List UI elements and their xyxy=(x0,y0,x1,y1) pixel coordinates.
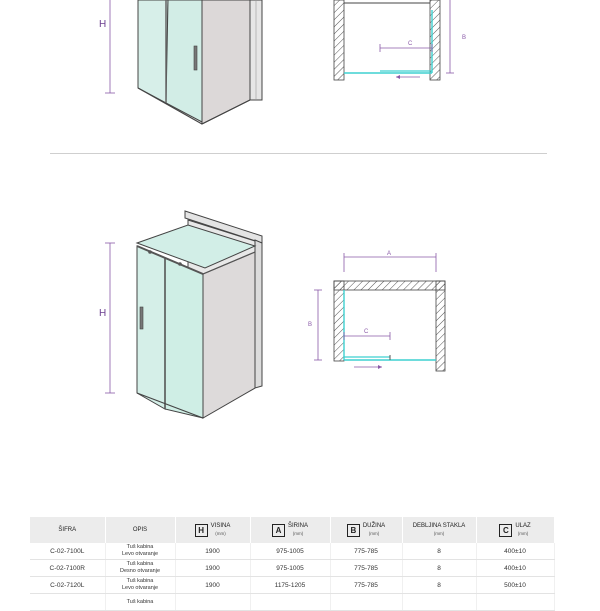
cell-sirina: 975-1005 xyxy=(250,560,330,577)
cell-sirina: 975-1005 xyxy=(250,543,330,560)
cell-visina: 1900 xyxy=(175,560,250,577)
cell-opis: Tuš kabina xyxy=(105,594,175,611)
top-height-dimension xyxy=(105,0,115,93)
cell-ulaz: 400±10 xyxy=(476,560,554,577)
cell-duzina xyxy=(330,594,402,611)
cell-sifra: C-02-7120L xyxy=(30,577,105,594)
cell-debljina xyxy=(402,594,476,611)
cell-opis: Tuš kabina Levo otvaranje xyxy=(105,543,175,560)
spec-table-header xyxy=(30,517,554,543)
bottom-height-dimension xyxy=(105,243,115,393)
cell-visina xyxy=(175,594,250,611)
entry-symbol-icon: C xyxy=(499,524,512,537)
cell-sifra: C-02-7100L xyxy=(30,543,105,560)
cell-sifra xyxy=(30,594,105,611)
top-plan-drawing xyxy=(334,0,454,80)
cell-duzina: 775-785 xyxy=(330,543,402,560)
cell-sifra: C-02-7100R xyxy=(30,560,105,577)
top-height-label: H xyxy=(99,19,107,30)
header-opis: OPIS xyxy=(105,517,175,543)
length-symbol-icon: B xyxy=(347,524,360,537)
bottom-plan-drawing xyxy=(314,253,445,371)
cell-ulaz: 500±10 xyxy=(476,577,554,594)
header-sirina: A ŠIRINA (mm) xyxy=(250,517,330,543)
header-sifra: ŠIFRA xyxy=(30,517,105,543)
cell-sirina xyxy=(250,594,330,611)
cell-duzina: 775-785 xyxy=(330,577,402,594)
height-symbol-icon: H xyxy=(195,524,208,537)
cell-sirina: 1175-1205 xyxy=(250,577,330,594)
cell-ulaz: 400±10 xyxy=(476,543,554,560)
section-divider xyxy=(50,153,547,154)
bottom-plan-b-label: B xyxy=(308,322,313,328)
width-symbol-icon: A xyxy=(272,524,285,537)
header-ulaz: C ULAZ (mm) xyxy=(476,517,554,543)
cell-visina: 1900 xyxy=(175,577,250,594)
cell-ulaz xyxy=(476,594,554,611)
table-row xyxy=(30,577,554,594)
top-plan-c-label: C xyxy=(408,41,413,47)
cell-debljina: 8 xyxy=(402,577,476,594)
spec-table xyxy=(30,517,555,611)
header-debljina: DEBLJINA STAKLA (mm) xyxy=(402,517,476,543)
bottom-height-label: H xyxy=(99,308,107,319)
table-row xyxy=(30,594,554,611)
cell-duzina: 775-785 xyxy=(330,560,402,577)
bottom-plan-a-label: A xyxy=(387,251,392,257)
bottom-plan-c-label: C xyxy=(364,329,369,335)
top-perspective-drawing xyxy=(138,0,262,124)
cell-opis: Tuš kabina Desno otvaranje xyxy=(105,560,175,577)
cell-visina: 1900 xyxy=(175,543,250,560)
cell-opis: Tuš kabina Levo otvaranje xyxy=(105,577,175,594)
header-duzina: B DUŽINA (mm) xyxy=(330,517,402,543)
cell-debljina: 8 xyxy=(402,560,476,577)
header-visina: H VISINA (mm) xyxy=(175,517,250,543)
table-row xyxy=(30,543,554,560)
cell-debljina: 8 xyxy=(402,543,476,560)
top-plan-b-label: B xyxy=(462,35,467,41)
table-row xyxy=(30,560,554,577)
bottom-perspective-drawing xyxy=(137,211,262,418)
